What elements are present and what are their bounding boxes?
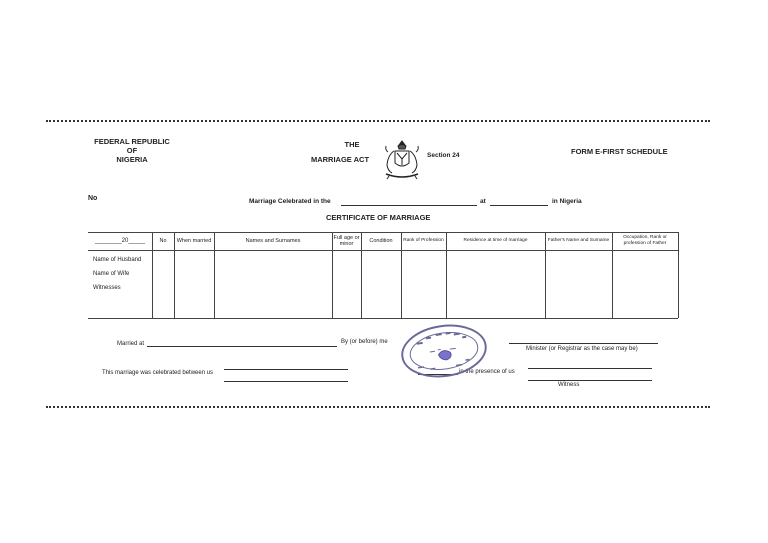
in-nigeria-label: in Nigeria [552, 198, 582, 205]
witness-label: Witness [558, 382, 580, 388]
col-header-names: Names and Surnames [245, 238, 301, 244]
certificate-title: CERTIFICATE OF MARRIAGE [326, 213, 431, 222]
at-label: at [480, 198, 486, 205]
married-at-line [147, 346, 337, 347]
row-label-wife: Name of Wife [93, 271, 130, 277]
minister-signature-line [509, 343, 658, 344]
country-line-2: OF [126, 146, 138, 155]
location-line [490, 205, 548, 206]
table-bottom-border [88, 318, 678, 319]
act-name-label: MARRIAGE ACT [310, 155, 370, 164]
witness-signature-line-2 [528, 380, 652, 381]
col-divider [678, 232, 679, 318]
by-before-me-label: By (or before) me [341, 339, 388, 345]
coat-of-arms-icon [380, 138, 424, 182]
table-header-border [88, 250, 678, 251]
country-heading [82, 137, 182, 164]
spouse-signature-line-2 [224, 381, 348, 382]
celebrated-in-label: Marriage Celebrated in the [249, 198, 331, 205]
row-label-husband: Name of Husband [93, 257, 142, 263]
date-column-header: ________20_____ [94, 238, 146, 244]
section-label: Section 24 [427, 152, 460, 159]
col-header-profession: Rank of Profession [403, 238, 444, 243]
col-header-condition: Condition [369, 238, 393, 244]
country-line-3: NIGERIA [116, 155, 148, 164]
church-name-line [341, 205, 477, 206]
presence-label: in the presence of us [459, 369, 515, 375]
col-header-father-occupation: Occupation, Rank or profession of Father [623, 235, 667, 246]
row-label-witnesses: Witnesses [93, 285, 121, 291]
celebrated-between-label: This marriage was celebrated between us [102, 370, 214, 376]
col-header-no: No [159, 238, 167, 244]
act-heading-the [322, 140, 382, 149]
official-stamp-icon [398, 320, 490, 382]
spouse-signature-line-1 [224, 369, 348, 370]
married-at-label: Married at [117, 341, 145, 347]
top-dotted-divider [46, 120, 710, 122]
form-label: FORM E-FIRST SCHEDULE [571, 147, 668, 156]
act-heading [300, 155, 380, 164]
col-header-when-married: When married [176, 238, 212, 244]
country-line-1: FEDERAL REPUBLIC [94, 137, 170, 146]
col-header-residence: Residence at time of marriage [463, 238, 528, 243]
no-label: No [88, 195, 98, 202]
col-header-father-name: Father's Name and Surname [547, 238, 610, 243]
act-the-label: THE [344, 140, 360, 149]
minister-label: Minister (or Registrar as the case may be) [526, 346, 638, 352]
col-header-age: Full age or minor [333, 235, 360, 247]
bottom-dotted-divider [46, 406, 710, 408]
witness-signature-line-1 [528, 368, 652, 369]
